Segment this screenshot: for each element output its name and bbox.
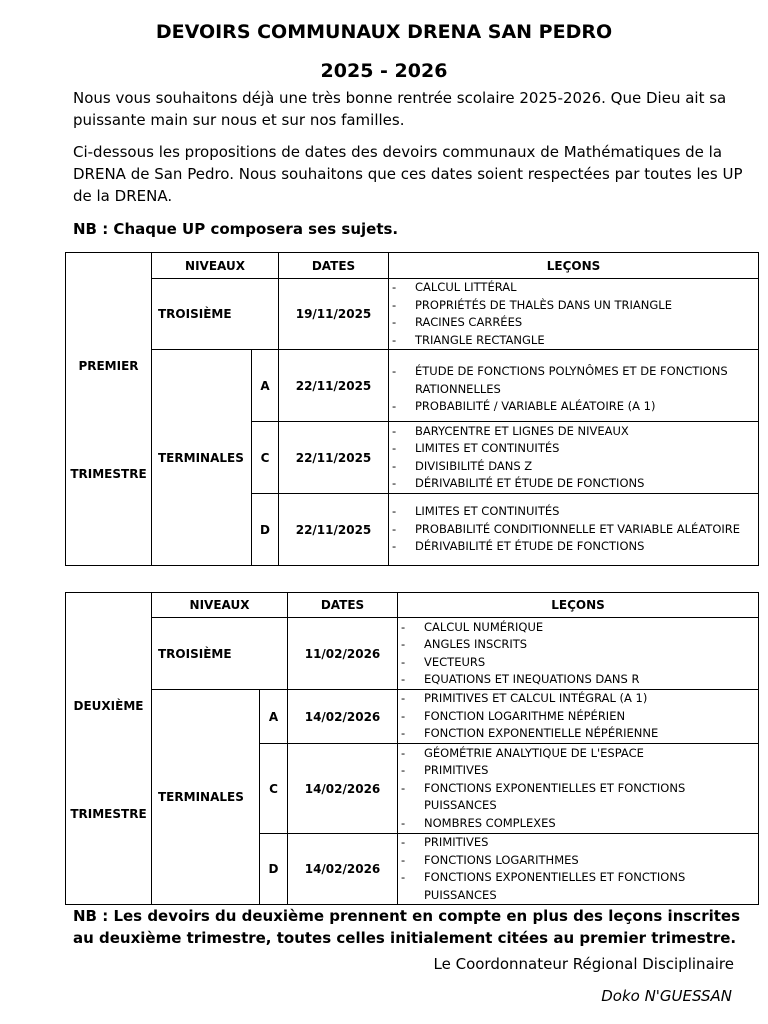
lesson-item: - TRIANGLE RECTANGLE xyxy=(389,332,758,350)
date-cell: 11/02/2026 xyxy=(288,618,398,690)
lesson-item: - RACINES CARRÉES xyxy=(389,314,758,332)
lessons-cell xyxy=(389,422,759,494)
lesson-item: - DIVISIBILITÉ DANS Z xyxy=(389,458,758,476)
footer-note xyxy=(73,905,753,949)
header-lessons: LEÇONS xyxy=(389,253,759,279)
lessons-cell xyxy=(398,618,759,690)
serie-cell: A xyxy=(260,690,288,744)
footer-nb-text: : Les devoirs du deuxième prennent en compte en plus des leçons inscrites au deuxième trimestre, toutes celles initialement citées au premier trimestre. xyxy=(73,907,741,947)
lesson-item: - VECTEURS xyxy=(398,654,758,672)
lesson-item: - LIMITES ET CONTINUITÉS xyxy=(389,440,758,458)
table-row xyxy=(66,350,759,422)
serie-cell: A xyxy=(252,350,279,422)
lesson-item: - BARYCENTRE ET LIGNES DE NIVEAUX xyxy=(389,423,758,441)
table-row xyxy=(66,690,759,744)
date-cell: 22/11/2025 xyxy=(279,350,389,422)
serie-cell: D xyxy=(260,834,288,905)
date-cell: 14/02/2026 xyxy=(288,834,398,905)
lesson-item: - PRIMITIVES xyxy=(398,762,758,780)
trimester-label-top: PREMIER xyxy=(78,359,139,373)
lesson-item: - FONCTIONS LOGARITHMES xyxy=(398,852,758,870)
lesson-item: - ÉTUDE DE FONCTIONS POLYNÔMES ET DE FONCTIONS RATIONNELLES xyxy=(389,363,758,398)
trimester-label-top: DEUXIÈME xyxy=(73,699,144,713)
table-row xyxy=(66,279,759,350)
lesson-item: - PRIMITIVES xyxy=(398,834,758,852)
lessons-cell xyxy=(389,350,759,422)
school-year: 2025 - 2026 xyxy=(320,60,448,82)
lesson-item: - DÉRIVABILITÉ ET ÉTUDE DE FONCTIONS xyxy=(389,538,758,556)
header-dates: DATES xyxy=(279,253,389,279)
level-terminales: TERMINALES xyxy=(152,350,252,566)
lesson-item: - CALCUL NUMÉRIQUE xyxy=(398,619,758,637)
lessons-cell xyxy=(398,834,759,905)
date-cell: 22/11/2025 xyxy=(279,422,389,494)
date-cell: 14/02/2026 xyxy=(288,690,398,744)
lesson-item: - PROPRIÉTÉS DE THALÈS DANS UN TRIANGLE xyxy=(389,297,758,315)
serie-cell: C xyxy=(260,744,288,834)
header-dates: DATES xyxy=(288,593,398,618)
lesson-item: - FONCTIONS EXPONENTIELLES ET FONCTIONS PUISSANCES xyxy=(398,780,758,815)
trimester-cell xyxy=(66,593,152,905)
trimester-label-bottom: TRIMESTRE xyxy=(70,807,147,821)
intro-paragraph-2: Ci-dessous les propositions de dates des devoirs communaux de Mathématiques de la DRENA de San Pedro. Nous souhaitons que ces dates soient respectées par toutes les UP de la DRENA. xyxy=(73,143,743,205)
header-lessons: LEÇONS xyxy=(398,593,759,618)
lesson-item: - PRIMITIVES ET CALCUL INTÉGRAL (A 1) xyxy=(398,690,758,708)
lesson-item: - LIMITES ET CONTINUITÉS xyxy=(389,503,758,521)
lesson-item: - FONCTION EXPONENTIELLE NÉPÉRIENNE xyxy=(398,725,758,743)
header-levels: NIVEAUX xyxy=(152,593,288,618)
lesson-item: - NOMBRES COMPLEXES xyxy=(398,815,758,833)
lesson-item: - FONCTIONS EXPONENTIELLES ET FONCTIONS PUISSANCES xyxy=(398,869,758,904)
lesson-item: - DÉRIVABILITÉ ET ÉTUDE DE FONCTIONS xyxy=(389,475,758,493)
first-trimester-table xyxy=(65,252,759,566)
signature-title: Le Coordonnateur Régional Disciplinaire xyxy=(433,955,734,973)
lessons-cell xyxy=(398,690,759,744)
level-terminales: TERMINALES xyxy=(152,690,260,905)
lesson-item: - ANGLES INSCRITS xyxy=(398,636,758,654)
lessons-cell xyxy=(398,744,759,834)
lesson-item: - PROBABILITÉ CONDITIONNELLE ET VARIABLE ALÉATOIRE xyxy=(389,521,758,539)
nb-note: NB : Chaque UP composera ses sujets. xyxy=(73,220,399,238)
lesson-item: - EQUATIONS ET INEQUATIONS DANS R xyxy=(398,671,758,689)
trimester-label-bottom: TRIMESTRE xyxy=(70,467,147,481)
lesson-item: - CALCUL LITTÉRAL xyxy=(389,279,758,297)
date-cell: 19/11/2025 xyxy=(279,279,389,350)
lesson-item: - GÉOMÉTRIE ANALYTIQUE DE L'ESPACE xyxy=(398,745,758,763)
serie-cell: D xyxy=(252,494,279,566)
lesson-item: - FONCTION LOGARITHME NÉPÉRIEN xyxy=(398,708,758,726)
date-cell: 22/11/2025 xyxy=(279,494,389,566)
level-troisieme: TROISIÈME xyxy=(152,618,288,690)
date-cell: 14/02/2026 xyxy=(288,744,398,834)
signature-name: Doko N'GUESSAN xyxy=(601,987,732,1005)
serie-cell: C xyxy=(252,422,279,494)
table-row xyxy=(66,618,759,690)
lessons-cell xyxy=(389,494,759,566)
footer-nb-label: NB xyxy=(73,907,97,925)
document-title: DEVOIRS COMMUNAUX DRENA SAN PEDRO xyxy=(155,21,613,43)
header-levels: NIVEAUX xyxy=(152,253,279,279)
lesson-item: - PROBABILITÉ / VARIABLE ALÉATOIRE (A 1) xyxy=(389,398,758,416)
intro-paragraph-1: Nous vous souhaitons déjà une très bonne rentrée scolaire 2025-2026. Que Dieu ait sa puissante main sur nous et sur nos familles. xyxy=(73,89,727,129)
level-troisieme: TROISIÈME xyxy=(152,279,279,350)
lessons-cell xyxy=(389,279,759,350)
trimester-cell xyxy=(66,253,152,566)
second-trimester-table xyxy=(65,592,759,905)
